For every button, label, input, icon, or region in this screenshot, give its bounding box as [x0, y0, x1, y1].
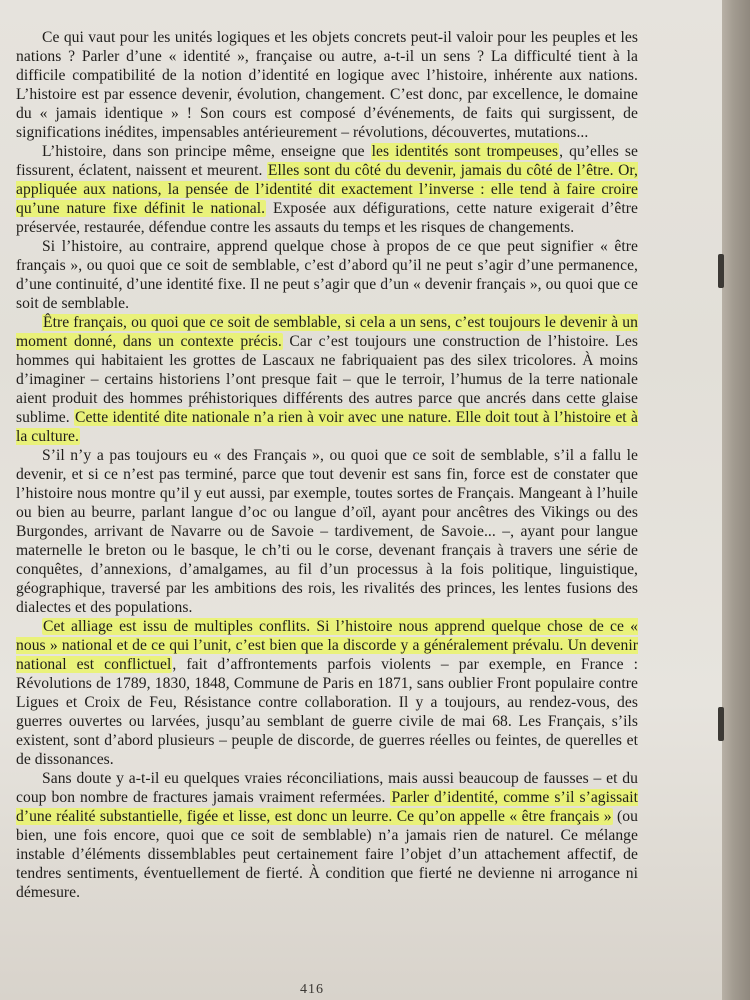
paragraph	[16, 769, 638, 902]
paragraph	[16, 313, 638, 446]
text-segment: , fait d’affrontements parfois violents – par exemple, en France : Révolutions de 1789, 1830, 1848, Commune de Paris en 1871, sans oublier Front populaire contre Ligues et Croix de Feu, Résistance contre collaboration. Il y a toujours, au rendez-vous, des guerres ouvertes ou larvées, jusqu’au semblant de guerre civile de mai 68. Les Français, s’ils existent, sont d’abord plusieurs – peuple de discorde, de guerres réelles ou feintes, de querelles et de dissonances.	[16, 656, 638, 768]
paragraph	[16, 446, 638, 617]
page-edge	[722, 0, 750, 1000]
text-segment: Exposée aux défigurations, cette nature exigerait d’être préservée, restaurée, défendue contre les assauts du temps et les risques de changements.	[16, 200, 638, 236]
highlighted-text: Être français, ou quoi que ce soit de semblable, si cela a un sens, c’est toujours le devenir à un moment donné, dans un contexte précis.	[16, 314, 638, 350]
highlighted-text: les identités sont trompeuses	[371, 143, 559, 160]
paragraph	[16, 142, 638, 237]
paragraph	[16, 617, 638, 769]
paragraph	[16, 28, 638, 142]
text-segment: (ou bien, une fois encore, quoi que ce soit de semblable) n’a jamais rien de naturel. Ce mélange instable d’éléments dissemblables peut certainement faire l’objet d’un attachement affectif, de tendres sentiments, éventuellement de fierté. À condition que fierté ne devienne ni arrogance ni démesure.	[16, 808, 638, 901]
page-number: 416	[300, 982, 324, 997]
text-segment: Car c’est toujours une construction de l’histoire. Les hommes qui habitaient les grottes de Lascaux ne fabriquaient pas des silex tricolores. À moins d’imaginer – certains historiens l’ont presque fait – que le terroir, l’humus de la terre nationale aient produit des hommes préhistoriques différents des autres parce que ancrés dans cette glaise sublime.	[16, 333, 638, 426]
highlighted-text: Cet alliage est issu de multiples conflits. Si l’histoire nous apprend quelque chose de ce « nous » national et de ce qui l’unit, c’est bien que la discorde y a généralement prévalu. Un devenir national est conflictuel	[16, 618, 638, 673]
body-text	[16, 28, 638, 902]
highlighted-text: Elles sont du côté du devenir, jamais du côté de l’être. Or, appliquée aux nations, la pensée de l’identité dit exactement l’inverse : elle tend à faire croire qu’une nature fixe définit le national.	[16, 162, 638, 217]
text-segment: S’il n’y a pas toujours eu « des Français », ou quoi que ce soit de semblable, s’il a fallu le devenir, et si ce n’est pas terminé, parce que tout devenir est sans fin, force est de constater que l’histoire nous montre qu’il y eut aussi, par exemple, toutes sortes de Français. Mangeant à l’huile ou bien au beurre, parlant langue d’oc ou langue d’oïl, ayant pour ancêtres des Vikings ou des Burgondes, arrivant de Navarre ou de Savoie – tardivement, de Savoie... –, ayant pour langue maternelle le breton ou le basque, le ch’ti ou le corse, devenant français à travers une série de conquêtes, d’annexions, d’amalgames, au fil d’un processus à la fois politique, linguistique, géographique, traversé par les ambitions des rois, les rivalités des princes, les lentes fusions des dialectes et des populations.	[16, 447, 638, 616]
text-segment: Sans doute y a-t-il eu quelques vraies réconciliations, mais aussi beaucoup de fausses – et du coup bon nombre de fractures jamais vraiment refermées.	[16, 770, 638, 806]
text-segment: L’histoire, dans son principe même, enseigne que	[42, 143, 371, 160]
highlighted-text: Cette identité dite nationale n’a rien à voir avec une nature. Elle doit tout à l’histoire et à la culture.	[16, 409, 638, 445]
page-tab-marker	[718, 707, 724, 741]
text-segment: , qu’elles se fissurent, éclatent, naissent et meurent.	[16, 143, 638, 179]
page-tab-marker	[718, 254, 724, 288]
highlighted-text: Parler d’identité, comme s’il s’agissait d’une réalité substantielle, figée et lisse, est donc un leurre. Ce qu’on appelle « être français »	[16, 789, 639, 825]
paragraph	[16, 237, 638, 313]
text-segment: Si l’histoire, au contraire, apprend quelque chose à propos de ce que peut signifier « être français », ou quoi que ce soit de semblable, c’est d’abord qu’il ne peut s’agir d’une permanence, d’une continuité, d’une identité fixe. Il ne peut s’agir que d’un « devenir français », ou quoi que ce soit de semblable.	[16, 238, 638, 312]
text-segment: Ce qui vaut pour les unités logiques et les objets concrets peut-il valoir pour les peuples et les nations ? Parler d’une « identité », française ou autre, a-t-il un sens ? La difficulté tient à la difficile compatibilité de la notion d’identité en logique avec l’histoire, inhérente aux nations. L’histoire est par essence devenir, évolution, changement. C’est donc, par excellence, le domaine du « jamais identique » ! Son cours est composé d’événements, de faits qui surgissent, de significations inédites, impensables antérieurement – révolutions, découvertes, mutations...	[16, 29, 638, 141]
